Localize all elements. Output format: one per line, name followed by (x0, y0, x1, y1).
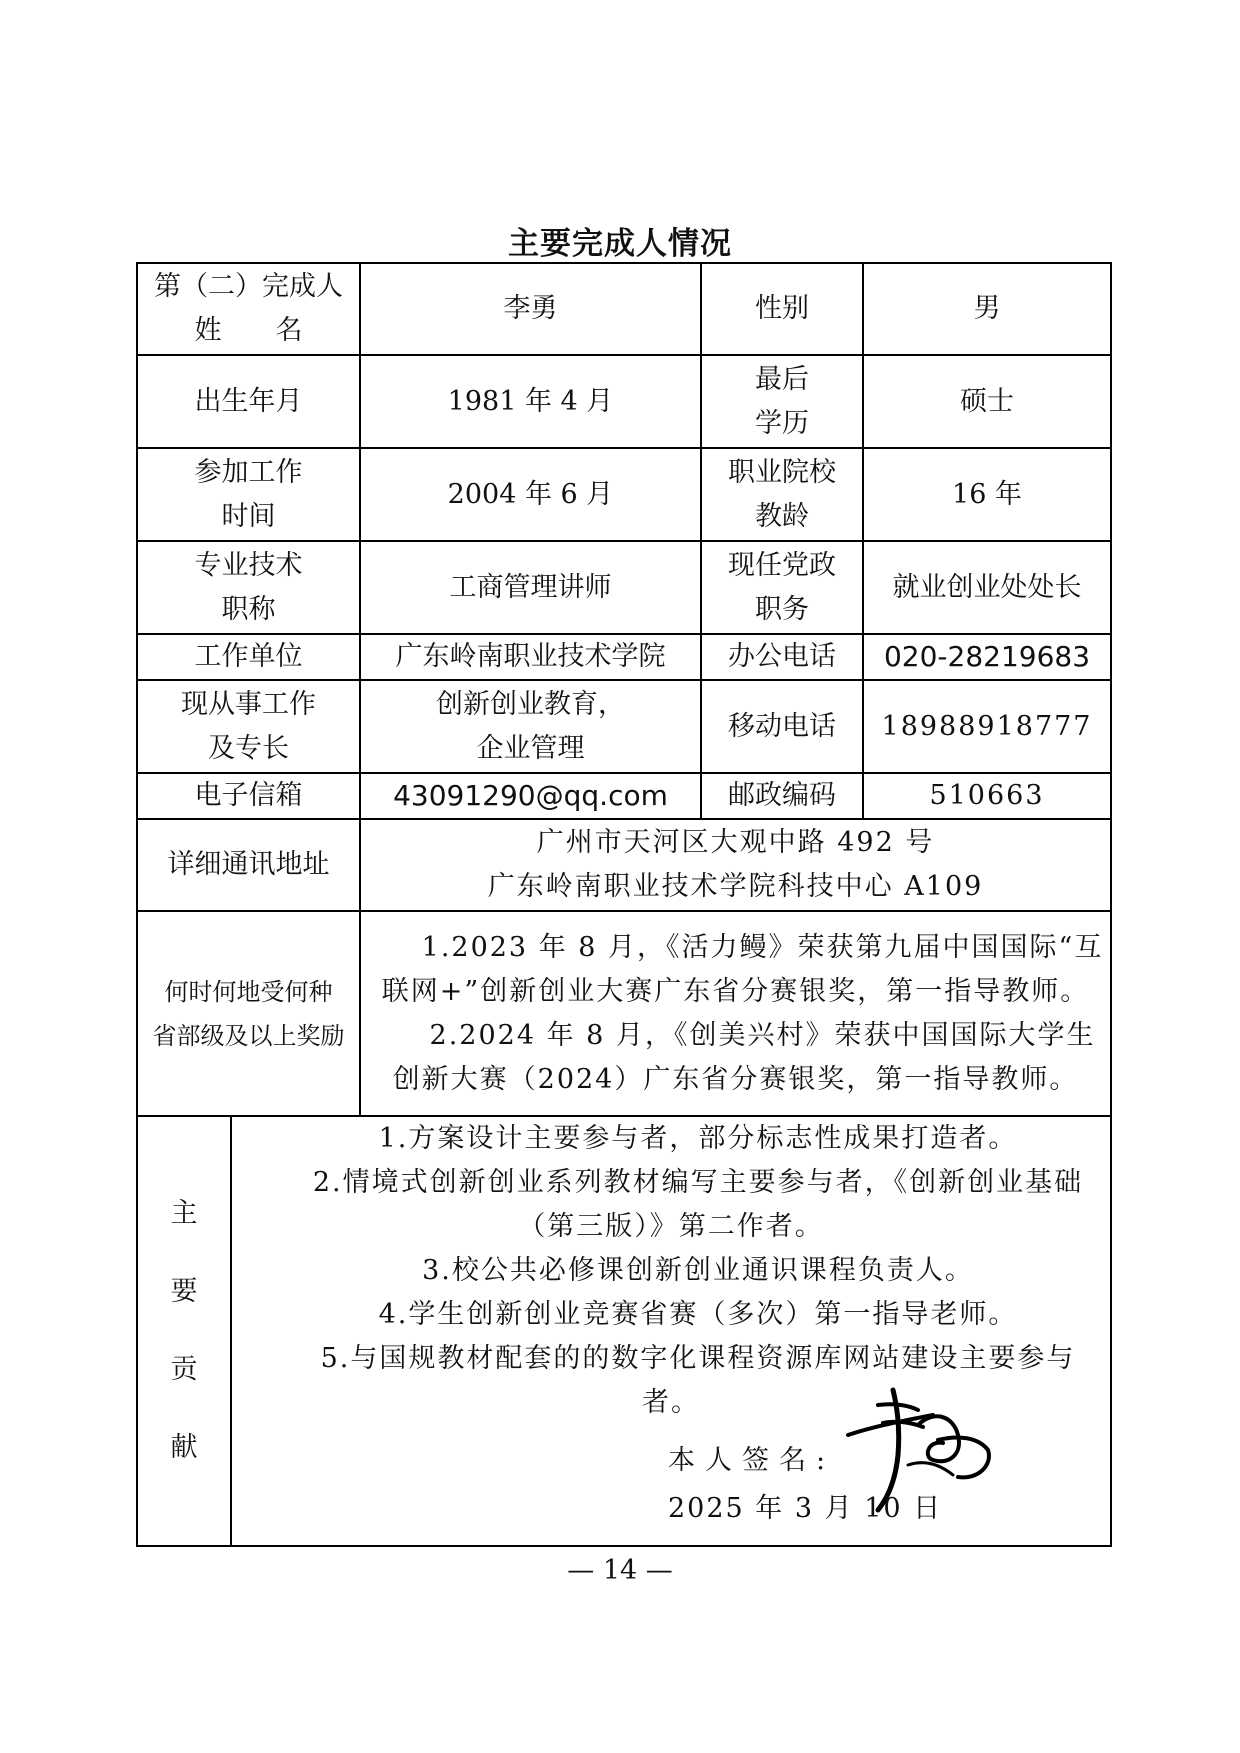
postcode-label: 邮政编码 (701, 773, 863, 819)
email-label: 电子信箱 (137, 773, 360, 819)
address-line2: 广东岭南职业技术学院科技中心 A109 (487, 871, 984, 902)
prof-title-label-line2: 职称 (221, 593, 276, 625)
contribution-label-char: 贡 (170, 1354, 198, 1385)
teach-years-value: 16 年 (863, 448, 1111, 541)
awards-label-line2: 省部级及以上奖励 (152, 1021, 345, 1050)
post-label-line1: 现任党政 (728, 549, 836, 581)
address-line1: 广州市天河区大观中路 492 号 (536, 827, 935, 858)
contribution-label-char: 献 (170, 1432, 198, 1463)
awards-content (360, 911, 1111, 1116)
contribution-label-char: 主 (170, 1198, 198, 1229)
education-value: 硕士 (863, 355, 1111, 448)
mobile-value: 18988918777 (863, 680, 1111, 773)
education-label-cell (701, 355, 863, 448)
page-number: — 14 — (567, 1555, 673, 1586)
award-item: 2.2024 年 8 月，《创美兴村》荣获中国国际大学生创新大赛（2024）广东省分赛银奖，第一指导教师。 (392, 1019, 1096, 1095)
contribution-item: 3.校公共必修课创新创业通识课程负责人。 (422, 1255, 974, 1286)
specialty-value-cell (360, 680, 701, 773)
post-label-line2: 职务 (755, 593, 809, 625)
address-label: 详细通讯地址 (137, 819, 360, 911)
awards-label-cell (137, 911, 360, 1116)
contribution-item: 1.方案设计主要参与者，部分标志性成果打造者。 (378, 1123, 1018, 1154)
address-value-cell (360, 819, 1111, 911)
page-title: 主要完成人情况 (508, 226, 732, 262)
name-value: 李勇 (360, 263, 701, 355)
award-item: 1.2023 年 8 月，《活力鳗》荣获第九届中国国际“互联网+”创新创业大赛广东省分赛银奖，第一指导教师。 (381, 931, 1104, 1007)
name-label-line2: 姓 名 (194, 315, 303, 346)
name-label-cell (137, 263, 360, 355)
office-phone-label: 办公电话 (701, 634, 863, 680)
post-value: 就业创业处处长 (863, 541, 1111, 634)
teach-years-label-line2: 教龄 (755, 500, 809, 532)
signature-label: 本人签名: (668, 1445, 836, 1476)
birth-label: 出生年月 (137, 355, 360, 448)
work-start-label-line2: 时间 (221, 500, 276, 532)
office-phone-value: 020-28219683 (863, 634, 1111, 680)
postcode-value: 510663 (863, 773, 1111, 819)
name-label-line1: 第（二）完成人 (154, 271, 343, 302)
work-start-label-line1: 参加工作 (194, 456, 303, 488)
unit-label: 工作单位 (137, 634, 360, 680)
teach-years-label-cell (701, 448, 863, 541)
specialty-value-line2: 企业管理 (476, 732, 585, 764)
education-label-line2: 学历 (755, 407, 809, 439)
contribution-label-char: 要 (170, 1276, 198, 1307)
signature-date: 2025 年 3 月 10 日 (668, 1493, 943, 1524)
prof-title-label-cell (137, 541, 360, 634)
specialty-label-line2: 及专长 (208, 732, 289, 764)
birth-value: 1981 年 4 月 (360, 355, 701, 448)
gender-label: 性别 (701, 263, 863, 355)
education-label-line1: 最后 (755, 363, 809, 395)
specialty-value-line1: 创新创业教育， (436, 688, 625, 720)
post-label-cell (701, 541, 863, 634)
teach-years-label-line1: 职业院校 (728, 456, 836, 488)
contribution-item: 4.学生创新创业竞赛省赛（多次）第一指导老师。 (378, 1299, 1018, 1330)
contribution-item: 2.情境式创新创业系列教材编写主要参与者，《创新创业基础（第三版）》第二作者。 (312, 1167, 1084, 1242)
prof-title-label-line1: 专业技术 (194, 549, 303, 581)
mobile-label: 移动电话 (701, 680, 863, 773)
signature-block (238, 1425, 1104, 1545)
prof-title-value: 工商管理讲师 (360, 541, 701, 634)
personnel-info-table (136, 262, 1112, 1547)
work-start-label-cell (137, 448, 360, 541)
work-start-value: 2004 年 6 月 (360, 448, 701, 541)
email-value: 43091290@qq.com (360, 773, 701, 819)
contribution-item: 5.与国规教材配套的的数字化课程资源库网站建设主要参与者。 (320, 1343, 1076, 1418)
gender-value: 男 (863, 263, 1111, 355)
specialty-label-cell (137, 680, 360, 773)
unit-value: 广东岭南职业技术学院 (360, 634, 701, 680)
contribution-label-cell (137, 1116, 231, 1546)
awards-label-line1: 何时何地受何种 (164, 977, 333, 1006)
specialty-label-line1: 现从事工作 (181, 688, 316, 720)
contribution-content (231, 1116, 1111, 1546)
